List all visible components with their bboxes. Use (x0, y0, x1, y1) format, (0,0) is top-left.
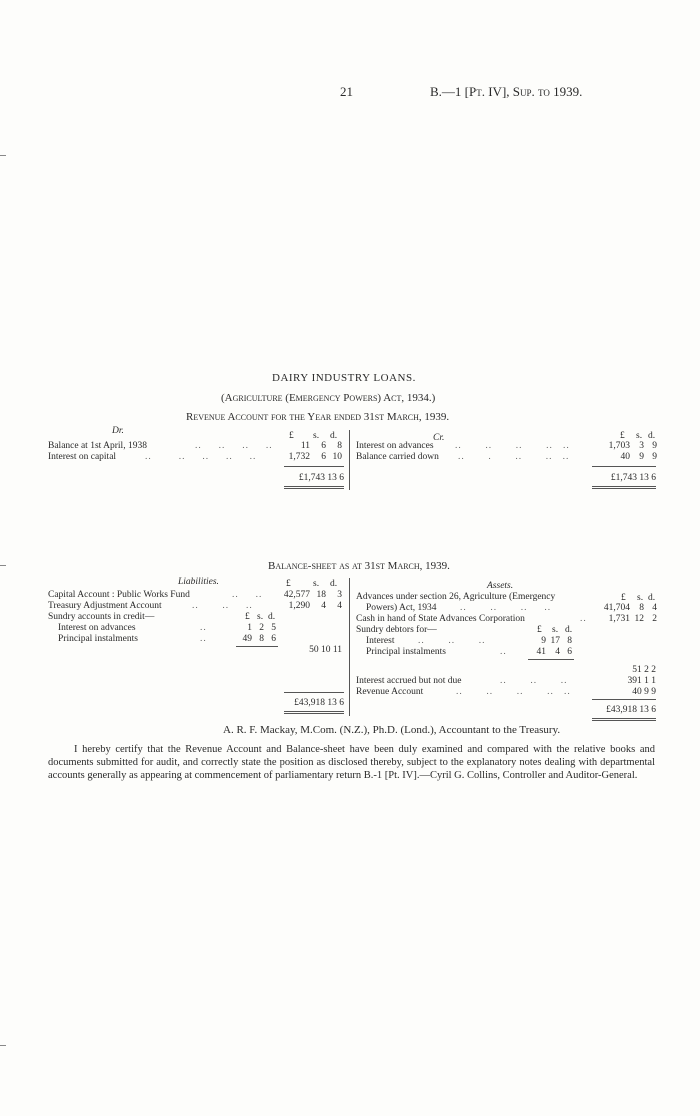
cr-row-label: Balance carried down (356, 452, 439, 462)
liability-row-pence: 4 (337, 601, 342, 611)
sub-col-shillings: s. (257, 612, 264, 622)
dr-row-label: Interest on capital (48, 452, 117, 462)
liability-row-pounds: 1 (247, 623, 252, 633)
debtor-col-pounds: £ (537, 625, 542, 635)
sundry-subtotal: 50 10 11 (309, 645, 342, 655)
cr-row-shillings: 3 (639, 441, 644, 451)
margin-mark (0, 155, 6, 156)
liability-row-label: Capital Account : Public Works Fund (48, 590, 190, 600)
debtors-subtotal: 51 2 2 (632, 665, 656, 675)
dr-col-shillings: s. (313, 431, 320, 441)
asset-row-shillings: 17 (550, 636, 560, 646)
asset-row-pence: 2 (652, 614, 657, 624)
cr-row-shillings: 9 (639, 452, 644, 462)
accrued-label: Interest accrued but not due (356, 676, 462, 686)
liability-row-pounds: 42,577 (283, 590, 310, 600)
dr-row-pence: 10 (332, 452, 342, 462)
liability-row-label: Treasury Adjustment Account (48, 601, 162, 611)
liability-row-shillings: 18 (316, 590, 326, 600)
liability-row-pence: 5 (271, 623, 276, 633)
asset-row-pounds: 9 (541, 636, 546, 646)
debtor-col-shillings: s. (552, 625, 559, 635)
dr-row-pounds: 1,732 (288, 452, 310, 462)
dr-row-pence: 8 (337, 441, 342, 451)
margin-mark (0, 565, 6, 566)
dr-col-pence: d. (330, 431, 338, 441)
cr-col-shillings: s. (636, 431, 643, 441)
page-number: 21 (340, 84, 353, 99)
accrued-value: 391 1 1 (627, 676, 656, 686)
dr-total: £1,743 13 6 (298, 473, 344, 483)
liability-row-shillings: 4 (321, 601, 326, 611)
dr-label: Dr. (112, 426, 124, 436)
liability-row-label: Interest on advances (58, 623, 136, 633)
liabilities-label: Liabilities. (178, 577, 219, 587)
balance-divider (349, 578, 350, 716)
asset-row-shillings: 12 (634, 614, 644, 624)
asset-col-pence: d. (648, 593, 656, 603)
asset-row-pence: 6 (567, 647, 572, 657)
cr-row-pence: 9 (652, 452, 657, 462)
asset-row-label: Interest (366, 636, 395, 646)
signatory: A. R. F. Mackay, M.Com. (N.Z.), Ph.D. (Lond.), Accountant to the Treasury. (223, 724, 561, 736)
sub-col-pence: d. (268, 612, 276, 622)
margin-mark (0, 1045, 6, 1046)
dr-row-shillings: 6 (321, 441, 326, 451)
cr-row-pounds: 1,703 (608, 441, 630, 451)
debtor-col-pence: d. (565, 625, 573, 635)
liability-row-shillings: 2 (259, 623, 264, 633)
cr-row-pence: 9 (652, 441, 657, 451)
liability-row-pence: 3 (337, 590, 342, 600)
asset-row-label: Advances under section 26, Agriculture (Emergency (356, 592, 556, 602)
cr-total: £1,743 13 6 (610, 473, 656, 483)
asset-row-pence: 4 (652, 603, 657, 613)
liability-row-shillings: 8 (259, 634, 264, 644)
assets-total: £43,918 13 6 (606, 705, 656, 715)
liabilities-total: £43,918 13 6 (294, 698, 344, 708)
assets-label: Assets. (487, 581, 514, 591)
asset-row-label-cont: Powers) Act, 1934 (366, 603, 437, 613)
cr-col-pounds: £ (620, 431, 625, 441)
dr-row-label: Balance at 1st April, 1938 (48, 441, 147, 451)
balance-heading: Balance-sheet as at 31st March, 1939. (268, 560, 450, 572)
document-reference: B.—1 [Pt. IV], Sup. to 1939. (430, 84, 583, 99)
cr-row-pounds: 40 (620, 452, 630, 462)
asset-col-pounds: £ (621, 593, 626, 603)
asset-row-shillings: 8 (639, 603, 644, 613)
liab-col-shillings: s. (313, 579, 320, 589)
dr-row-shillings: 6 (321, 452, 326, 462)
asset-row-label: Cash in hand of State Advances Corporation (356, 614, 525, 624)
revenue-account-value: 40 9 9 (632, 687, 656, 697)
liability-row-pence: 6 (271, 634, 276, 644)
document-title: DAIRY INDUSTRY LOANS. (272, 372, 416, 384)
sub-col-pounds: £ (245, 612, 250, 622)
liability-row-label: Sundry accounts in credit— (48, 612, 155, 622)
liability-row-pounds: 49 (242, 634, 252, 644)
audit-certificate: I hereby certify that the Revenue Account and Balance-sheet have been duly examined and compared with the relative books and documents submitted for audit, and correctly state the position as disclosed thereby, subject to the explanatory notes dealing with departmental accounts generally as appearing at commencement of parliamentary return B.-1 [Pt. IV].—Cyril G. Collins, Controller and Auditor-General. (48, 744, 655, 781)
dr-row-pounds: 11 (300, 441, 310, 451)
liability-row-pounds: 1,290 (288, 601, 310, 611)
cr-col-pence: d. (648, 431, 656, 441)
asset-row-label: Sundry debtors for— (356, 625, 437, 635)
asset-row-pounds: 1,731 (608, 614, 630, 624)
revenue-heading: Revenue Account for the Year ended 31st March, 1939. (186, 411, 450, 423)
liab-col-pence: d. (330, 579, 338, 589)
asset-row-label: Principal instalments (366, 647, 446, 657)
asset-row-pence: 8 (567, 636, 572, 646)
dr-col-pounds: £ (289, 431, 294, 441)
liability-row-label: Principal instalments (58, 634, 138, 644)
asset-row-pounds: 41,704 (603, 603, 630, 613)
revenue-account-label: Revenue Account (356, 687, 424, 697)
liab-col-pounds: £ (286, 579, 291, 589)
asset-row-shillings: 4 (555, 647, 560, 657)
asset-row-pounds: 41 (536, 647, 546, 657)
document-subtitle: (Agriculture (Emergency Powers) Act, 1934.) (221, 392, 436, 404)
cr-label: Cr. (433, 433, 445, 443)
revenue-divider (349, 430, 350, 490)
asset-col-shillings: s. (637, 593, 644, 603)
cr-row-label: Interest on advances (356, 441, 434, 451)
